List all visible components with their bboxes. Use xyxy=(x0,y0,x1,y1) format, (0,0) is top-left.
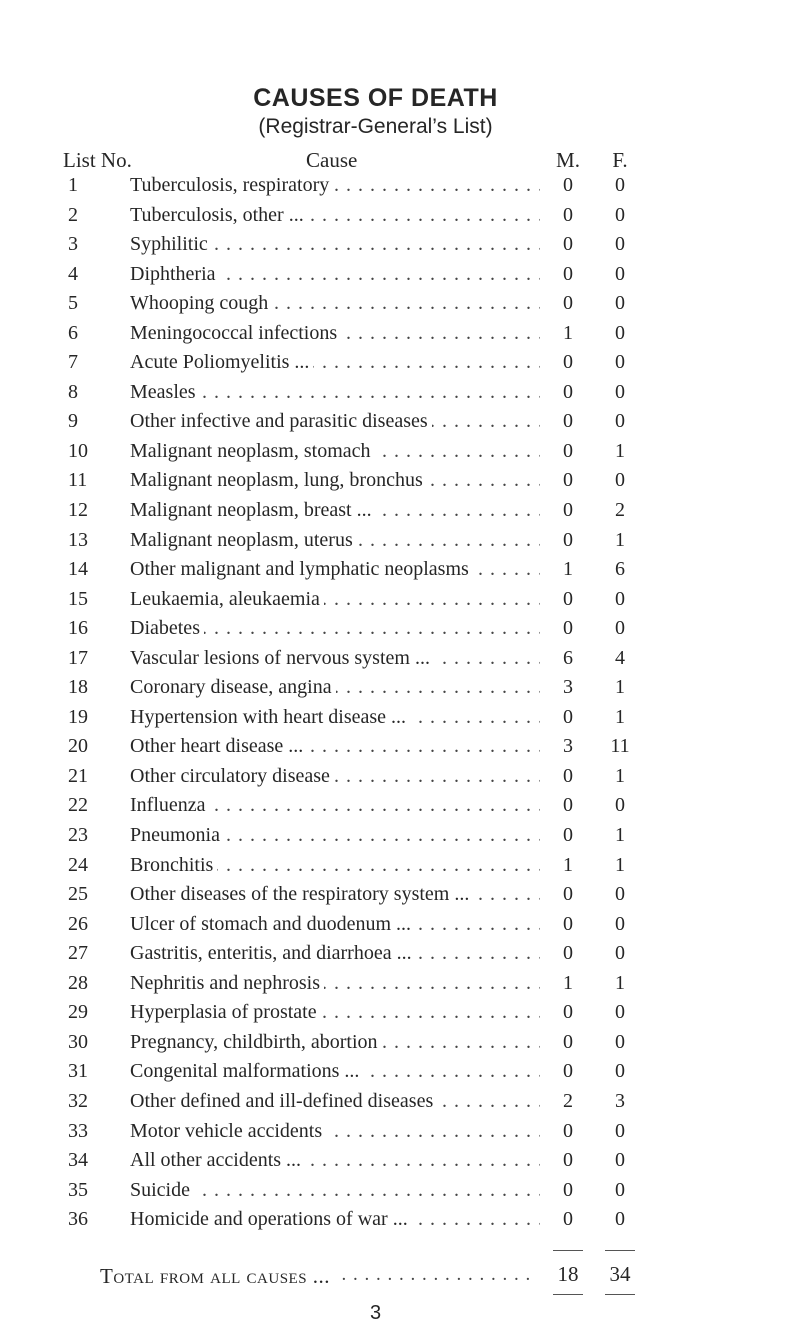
row-male: 0 xyxy=(563,1119,573,1142)
table-row xyxy=(0,319,801,349)
row-male: 0 xyxy=(563,292,573,315)
row-list-no: 27 xyxy=(68,942,88,965)
row-male: 0 xyxy=(563,883,573,906)
row-list-no: 15 xyxy=(68,587,88,610)
row-male: 0 xyxy=(563,1001,573,1024)
row-male: 0 xyxy=(563,942,573,965)
total-rule-bottom-f xyxy=(605,1294,635,1295)
table-row xyxy=(0,201,801,231)
table-row xyxy=(0,585,801,615)
row-cause: Gastritis, enteritis, and diarrhoea ... . . . xyxy=(130,939,540,969)
row-male: 0 xyxy=(563,705,573,728)
row-female: 1 xyxy=(615,853,625,876)
row-female: 0 xyxy=(615,1060,625,1083)
header-cause: Cause xyxy=(306,148,358,172)
table-row xyxy=(0,791,801,821)
row-male: 0 xyxy=(563,380,573,403)
table-row xyxy=(0,703,801,733)
row-male: 1 xyxy=(563,971,573,994)
row-cause: Nephritis and nephrosis . . . xyxy=(130,969,540,999)
row-list-no: 14 xyxy=(68,558,88,581)
row-cause: Other infective and parasitic diseases . . . xyxy=(130,407,540,437)
row-male: 0 xyxy=(563,1030,573,1053)
row-male: 0 xyxy=(563,174,573,196)
row-list-no: 23 xyxy=(68,824,88,847)
row-list-no: 16 xyxy=(68,617,88,640)
row-female: 0 xyxy=(615,617,625,640)
row-list-no: 13 xyxy=(68,528,88,551)
row-cause: Motor vehicle accidents . . . xyxy=(130,1117,540,1147)
row-list-no: 30 xyxy=(68,1030,88,1053)
total-rule-top-f xyxy=(605,1250,635,1251)
row-male: 0 xyxy=(563,1060,573,1083)
row-list-no: 35 xyxy=(68,1178,88,1201)
row-female: 1 xyxy=(615,764,625,787)
row-female: 0 xyxy=(615,292,625,315)
row-cause: Other circulatory disease . . . xyxy=(130,762,540,792)
row-list-no: 34 xyxy=(68,1149,88,1172)
row-cause: Leukaemia, aleukaemia . . . xyxy=(130,585,540,615)
row-female: 0 xyxy=(615,1119,625,1142)
row-male: 3 xyxy=(563,735,573,758)
row-list-no: 29 xyxy=(68,1001,88,1024)
table-row xyxy=(0,762,801,792)
table-row xyxy=(0,1205,801,1235)
row-cause: Other heart disease ... . . . xyxy=(130,732,540,762)
table-row xyxy=(0,1087,801,1117)
row-list-no: 7 xyxy=(68,351,78,374)
table-row xyxy=(0,644,801,674)
row-cause: Pneumonia . . . xyxy=(130,821,540,851)
row-male: 0 xyxy=(563,1178,573,1201)
table-row xyxy=(0,1146,801,1176)
row-list-no: 1 xyxy=(68,174,78,196)
row-male: 6 xyxy=(563,646,573,669)
row-cause: Meningococcal infections . . . xyxy=(130,319,540,349)
row-female: 6 xyxy=(615,558,625,581)
row-cause: Suicide . . . xyxy=(130,1176,540,1206)
row-female: 0 xyxy=(615,410,625,433)
row-male: 0 xyxy=(563,351,573,374)
row-cause: Malignant neoplasm, breast ... . . . xyxy=(130,496,540,526)
table-row xyxy=(0,1176,801,1206)
row-list-no: 33 xyxy=(68,1119,88,1142)
table-row xyxy=(0,1028,801,1058)
row-male: 1 xyxy=(563,321,573,344)
row-female: 0 xyxy=(615,794,625,817)
row-cause: Measles . . . xyxy=(130,378,540,408)
row-list-no: 17 xyxy=(68,646,88,669)
row-list-no: 19 xyxy=(68,705,88,728)
row-male: 0 xyxy=(563,528,573,551)
row-cause: Tuberculosis, respiratory . . . xyxy=(130,171,540,201)
row-cause: Diabetes . . . xyxy=(130,614,540,644)
table-row xyxy=(0,378,801,408)
row-cause: Congenital malformations ... . . . xyxy=(130,1057,540,1087)
row-list-no: 5 xyxy=(68,292,78,315)
row-female: 0 xyxy=(615,587,625,610)
row-female: 0 xyxy=(615,912,625,935)
row-male: 1 xyxy=(563,558,573,581)
row-female: 0 xyxy=(615,203,625,226)
table-row xyxy=(0,673,801,703)
total-row-label: Total from all causes ... . . . xyxy=(100,1264,540,1289)
row-cause: Influenza . . . xyxy=(130,791,540,821)
row-male: 0 xyxy=(563,410,573,433)
row-list-no: 24 xyxy=(68,853,88,876)
row-male: 0 xyxy=(563,469,573,492)
row-female: 0 xyxy=(615,1149,625,1172)
row-female: 0 xyxy=(615,1001,625,1024)
row-list-no: 3 xyxy=(68,233,78,256)
row-female: 1 xyxy=(615,824,625,847)
table-row xyxy=(0,466,801,496)
page-title: CAUSES OF DEATH xyxy=(253,84,498,112)
table-row xyxy=(0,407,801,437)
row-list-no: 8 xyxy=(68,380,78,403)
header-list-no: List No. xyxy=(63,148,132,172)
table-row xyxy=(0,939,801,969)
row-list-no: 32 xyxy=(68,1089,88,1112)
row-list-no: 9 xyxy=(68,410,78,433)
row-male: 0 xyxy=(563,764,573,787)
row-cause: Whooping cough . . . xyxy=(130,289,540,319)
row-list-no: 12 xyxy=(68,499,88,522)
total-female: 34 xyxy=(609,1262,631,1286)
total-male: 18 xyxy=(557,1262,579,1286)
row-cause: Hyperplasia of prostate . . . xyxy=(130,998,540,1028)
row-male: 0 xyxy=(563,824,573,847)
row-list-no: 11 xyxy=(68,469,88,492)
row-female: 1 xyxy=(615,676,625,699)
page-number: 3 xyxy=(369,1302,382,1324)
table-row xyxy=(0,614,801,644)
row-female: 1 xyxy=(615,439,625,462)
table-row xyxy=(0,732,801,762)
row-female: 2 xyxy=(615,499,625,522)
row-male: 3 xyxy=(563,676,573,699)
row-female: 0 xyxy=(615,883,625,906)
table-row xyxy=(0,348,801,378)
table-row xyxy=(0,289,801,319)
table-row xyxy=(0,437,801,467)
row-cause: Pregnancy, childbirth, abortion . . . xyxy=(130,1028,540,1058)
row-cause: Diphtheria . . . xyxy=(130,260,540,290)
row-female: 0 xyxy=(615,1178,625,1201)
causes-table xyxy=(0,171,801,1235)
row-list-no: 26 xyxy=(68,912,88,935)
row-male: 0 xyxy=(563,499,573,522)
row-list-no: 10 xyxy=(68,439,88,462)
total-rule-bottom-m xyxy=(553,1294,583,1295)
header-male: M. xyxy=(556,148,580,172)
table-row xyxy=(0,851,801,881)
row-female: 4 xyxy=(615,646,625,669)
header-female: F. xyxy=(612,148,628,172)
table-row xyxy=(0,171,801,201)
total-rule-top-m xyxy=(553,1250,583,1251)
row-female: 0 xyxy=(615,469,625,492)
row-cause: Other malignant and lymphatic neoplasms . . . xyxy=(130,555,540,585)
table-row xyxy=(0,998,801,1028)
table-row xyxy=(0,880,801,910)
row-cause: Syphilitic . . . xyxy=(130,230,540,260)
row-cause: Malignant neoplasm, stomach . . . xyxy=(130,437,540,467)
row-cause: Ulcer of stomach and duodenum ... . . . xyxy=(130,910,540,940)
table-row xyxy=(0,230,801,260)
row-cause: Coronary disease, angina . . . xyxy=(130,673,540,703)
row-female: 0 xyxy=(615,351,625,374)
row-male: 0 xyxy=(563,262,573,285)
row-male: 0 xyxy=(563,912,573,935)
row-cause: Malignant neoplasm, uterus . . . xyxy=(130,526,540,556)
row-male: 0 xyxy=(563,439,573,462)
table-row xyxy=(0,910,801,940)
row-female: 1 xyxy=(615,971,625,994)
row-male: 0 xyxy=(563,1149,573,1172)
row-cause: Tuberculosis, other ... . . . xyxy=(130,201,540,231)
table-row xyxy=(0,526,801,556)
table-row xyxy=(0,1057,801,1087)
table-row xyxy=(0,821,801,851)
row-cause: Other defined and ill-defined diseases . . . xyxy=(130,1087,540,1117)
table-row xyxy=(0,1117,801,1147)
row-male: 0 xyxy=(563,1208,573,1231)
table-row xyxy=(0,260,801,290)
row-list-no: 36 xyxy=(68,1208,88,1231)
row-female: 11 xyxy=(610,735,630,758)
row-female: 0 xyxy=(615,262,625,285)
row-list-no: 21 xyxy=(68,764,88,787)
row-male: 0 xyxy=(563,587,573,610)
row-male: 0 xyxy=(563,203,573,226)
page-subtitle: (Registrar-General’s List) xyxy=(258,115,493,138)
row-list-no: 31 xyxy=(68,1060,88,1083)
row-male: 0 xyxy=(563,233,573,256)
table-row xyxy=(0,555,801,585)
row-female: 3 xyxy=(615,1089,625,1112)
row-cause: Bronchitis . . . xyxy=(130,851,540,881)
row-list-no: 22 xyxy=(68,794,88,817)
row-list-no: 25 xyxy=(68,883,88,906)
row-male: 1 xyxy=(563,853,573,876)
row-female: 0 xyxy=(615,1030,625,1053)
row-cause: Vascular lesions of nervous system ... . . . xyxy=(130,644,540,674)
row-cause: Malignant neoplasm, lung, bronchus . . . xyxy=(130,466,540,496)
row-female: 0 xyxy=(615,233,625,256)
row-list-no: 6 xyxy=(68,321,78,344)
row-female: 1 xyxy=(615,705,625,728)
row-female: 0 xyxy=(615,942,625,965)
row-cause: Hypertension with heart disease ... . . . xyxy=(130,703,540,733)
row-male: 2 xyxy=(563,1089,573,1112)
table-row xyxy=(0,496,801,526)
row-male: 0 xyxy=(563,794,573,817)
row-male: 0 xyxy=(563,617,573,640)
row-cause: Other diseases of the respiratory system ... . . . xyxy=(130,880,540,910)
row-list-no: 4 xyxy=(68,262,78,285)
row-cause: Homicide and operations of war ... . . . xyxy=(130,1205,540,1235)
row-female: 1 xyxy=(615,528,625,551)
row-list-no: 2 xyxy=(68,203,78,226)
row-list-no: 28 xyxy=(68,971,88,994)
row-female: 0 xyxy=(615,380,625,403)
row-female: 0 xyxy=(615,174,625,196)
row-list-no: 20 xyxy=(68,735,88,758)
table-row xyxy=(0,969,801,999)
row-cause: All other accidents ... . . . xyxy=(130,1146,540,1176)
row-female: 0 xyxy=(615,321,625,344)
row-list-no: 18 xyxy=(68,676,88,699)
row-cause: Acute Poliomyelitis ... . . . xyxy=(130,348,540,378)
row-female: 0 xyxy=(615,1208,625,1231)
